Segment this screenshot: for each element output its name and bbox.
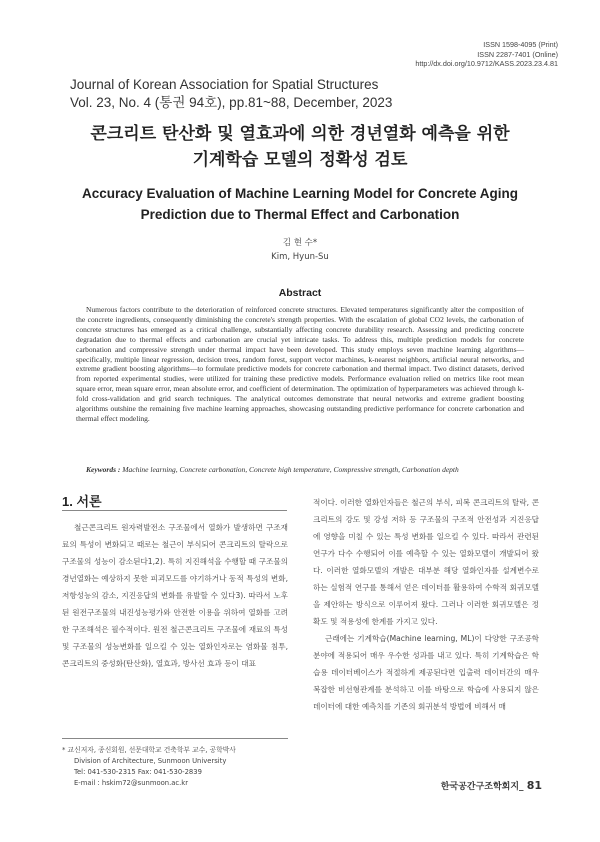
keywords-label: Keywords : — [86, 465, 121, 474]
doi-link[interactable]: http://dx.doi.org/10.9712/KASS.2023.23.4.81 — [415, 59, 558, 68]
body-column-right — [313, 494, 539, 715]
author-english: Kim, Hyun-Su — [271, 252, 329, 262]
journal-header — [70, 76, 392, 112]
footnote-line: Tel: 041-530-2315 Fax: 041-530-2839 — [74, 768, 202, 776]
footnote-line: Division of Architecture, Sunmoon University — [74, 757, 227, 765]
title-en-line1: Accuracy Evaluation of Machine Learning Model for Concrete Aging — [81, 186, 519, 201]
page-footer — [441, 779, 542, 792]
body-paragraph: 철근콘크리트 원자력발전소 구조물에서 열화가 발생하면 구조재료의 특성이 변화되고 때로는 철근이 부식되어 콘크리트의 탈락으로 구조물의 성능이 감소된다1,2). 특히 지진해석을 수행할 때 구조물의 경년열화는 예상하지 못한 피괴모드를 야기하거나 동적 특성의 변화, 저항성능의 감소, 지진응답의 변화를 유발할 수 있다3). 따라서 노후된 원전구조물의 내진성능평가와 안전한 이용을 위하여 열화를 고려한 구조해석은 필수적이다. 원전 철근콘크리트 구조물에 재료의 특성 및 구조물의 성능변화를 일으킬 수 있는 열화인자로는 염화물 침투, 콘크리트의 중성화(탄산화), 열효과, 방사선 효과 등이 대표 — [62, 523, 288, 668]
title-english — [0, 183, 600, 225]
journal-volume: Vol. 23, No. 4 (통권 94호), pp.81~88, December, 2023 — [70, 95, 393, 110]
author-korean: 김 현 수* — [282, 238, 318, 248]
section-heading: 1. 서론 — [62, 494, 102, 509]
title-ko-line1: 콘크리트 탄산화 및 열효과에 의한 경년열화 예측을 위한 — [90, 124, 510, 144]
footer-journal: 한국공간구조학회지 — [440, 782, 520, 792]
body-paragraph: 적이다. 이러한 열화인자들은 철근의 부식, 피복 콘크리트의 탈락, 콘크리트의 강도 및 강성 저하 등 구조물의 구조적 안전성과 지진응답에 영향을 미칠 수 있는 특성 변화를 일으킬 수 있다. 따라서 관련된 연구가 다수 수행되어 이를 예측할 수 있는 열화모델이 개발되어 왔다. 이러한 열화모델의 개발은 대부분 해당 열화인자를 설계변수로 하는 실험적 연구를 통해서 얻은 데이터를 활용하여 수학적 회귀모델을 제안하는 방식으로 이루어져 왔다. 그러나 이러한 회귀모델은 정확도 및 적용성에 한계를 가지고 있다. — [313, 498, 539, 626]
body-paragraph: 근래에는 기계학습(Machine learning, ML)이 다양한 구조공학분야에 적용되어 매우 우수한 성과를 내고 있다. 특히 기계학습은 학습용 데이터베이스가 적절하게 제공된다면 입출력 데이터간의 매우 복잡한 비선형관계를 분석하고 이를 바탕으로 학습에 사용되지 않은 데이터에 대한 예측치를 기존의 회귀분석 방법에 비해서 매 — [313, 634, 539, 711]
footnote-email: E-mail : hskim72@sunmoon.ac.kr — [74, 779, 189, 787]
footer-separator: _ — [519, 782, 524, 792]
keywords-text: Machine learning, Concrete carbonation, Concrete high temperature, Compressive strength, Carbonation depth — [122, 465, 459, 474]
section-divider — [62, 510, 287, 511]
issn-print: ISSN 1598-4095 (Print) — [483, 40, 558, 49]
footnote-divider — [62, 738, 288, 739]
page-number: 81 — [526, 779, 542, 792]
abstract-text: Numerous factors contribute to the deterioration of reinforced concrete structures. Elevated temperatures significantly alter the composition of the concrete ingredients, consequently diminishing the concrete's strength properties. With the escalation of global CO2 levels, the carbonation of concrete structures has emerged as a critical challenge, substantially affecting concrete durability research. Assessing and predicting concrete degradation due to thermal effects and carbonation are crucial yet intricate tasks. To address this, multiple prediction models for concrete carbonation and compressive strength under thermal impact have been developed. This study employs seven machine learning algorithms—specifically, multiple linear regression, decision trees, random forest, support vector machines, k-nearest neighbors, artificial neural networks, and extreme gradient boosting algorithms—to formulate predictive models for concrete carbonation and thermal impact. Two distinct datasets, derived from reported experimental studies, were utilized for training these predictive models. Performance evaluation relied on metrics like root mean square error, mean square error, mean absolute error, and coefficient of determination. The optimization of hyperparameters was achieved through k-fold cross-validation and grid search techniques. The analytical outcomes demonstrate that neural networks and extreme gradient boosting algorithms outshine the remaining five machine learning approaches, showcasing outstanding predictive performance for concrete carbonation and thermal effect modeling. — [76, 305, 524, 423]
body-column-left — [62, 519, 288, 672]
keywords — [86, 465, 556, 474]
footnote-line: * 교신저자, 종신회원, 선문대학교 건축학부 교수, 공학박사 — [62, 746, 236, 754]
footnote — [62, 745, 294, 789]
abstract-heading: Abstract — [278, 287, 322, 299]
journal-name: Journal of Korean Association for Spatial Structures — [70, 77, 379, 92]
issn-block — [415, 40, 558, 69]
title-korean — [0, 121, 600, 173]
issn-online: ISSN 2287-7401 (Online) — [477, 49, 558, 59]
title-ko-line2: 기계학습 모델의 정확성 검토 — [192, 150, 408, 170]
title-en-line2: Prediction due to Thermal Effect and Carbonation — [140, 207, 460, 222]
